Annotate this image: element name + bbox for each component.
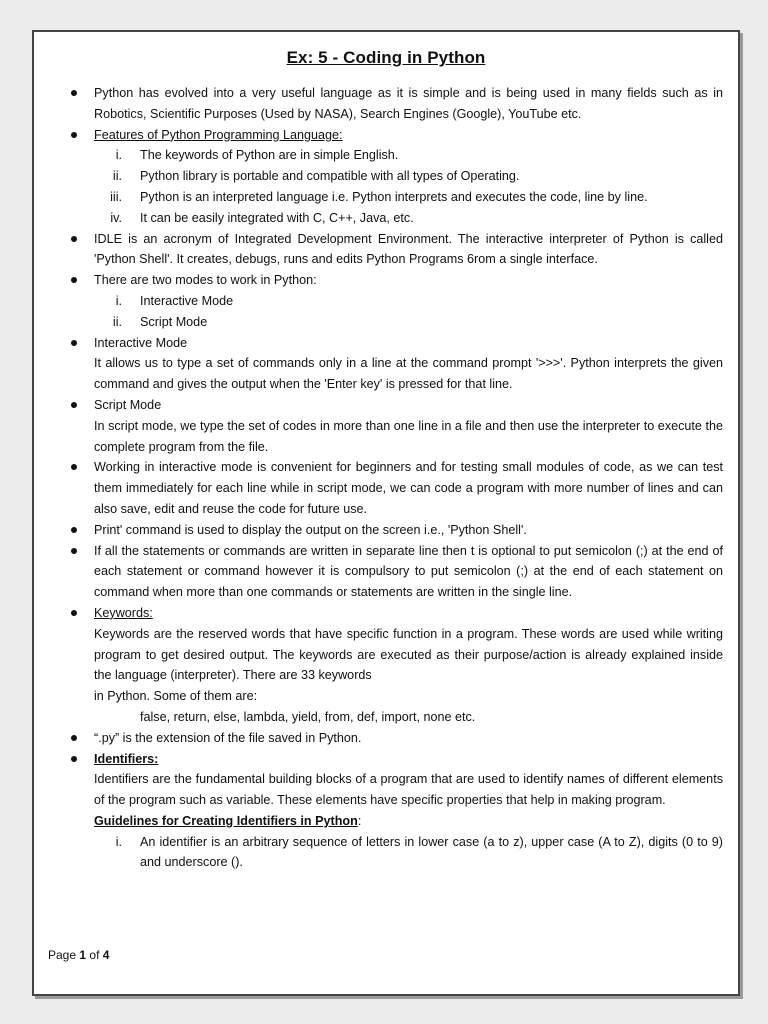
roman-numeral: ii. [112,314,122,329]
guidelines-colon: : [357,813,362,828]
roman-list-item [34,208,738,229]
interactive-heading: Interactive Mode [94,335,188,350]
bullet-icon [71,548,77,554]
feature-text: Python is an interpreted language i.e. Python interprets and executes the code, line by line. [140,189,648,204]
interactive-text: It allows us to type a set of commands only in a line at the command prompt '>>>'. Python interprets the given command and gives the output when the 'Enter key' is pressed for that line. [94,356,723,392]
page-word: Page [48,948,77,962]
list-item [34,229,738,271]
document-page [32,30,740,996]
list-item [34,541,738,603]
roman-list-item [34,832,738,874]
paragraph-python-intro: Python has evolved into a very useful language as it is simple and is being used in many fields such as in Robotics, Scientific Purposes (Used by NASA), Search Engines (Google), YouTube etc. [94,86,723,121]
bullet-icon [71,236,77,242]
bullet-icon [71,340,77,346]
roman-list-item [34,291,738,312]
bullet-icon [71,402,77,408]
list-item [34,749,738,832]
bullet-icon [71,735,77,741]
guideline-text: An identifier is an arbitrary sequence of letters in lower case (a to z), upper case (A to Z), digits (0 to 9) and underscore (). [140,834,723,870]
list-item [34,333,738,395]
script-heading: Script Mode [94,397,162,412]
roman-numeral: i. [115,148,122,163]
keywords-heading: Keywords: [94,605,153,620]
feature-text: It can be easily integrated with C, C++, Java, etc. [140,210,414,225]
bullet-icon [71,132,77,138]
roman-numeral: ii. [112,169,122,184]
guidelines-heading: Guidelines for Creating Identifiers in Python [94,813,358,828]
of-word: of [89,948,100,962]
roman-list-item [34,145,738,166]
list-item [34,270,738,291]
roman-numeral: iii. [110,189,122,204]
feature-text: Python library is portable and compatible with all types of Operating. [140,169,520,184]
bullet-icon [71,527,77,533]
keywords-list: false, return, else, lambda, yield, from, def, import, none etc. [140,709,476,724]
identifiers-text: Identifiers are the fundamental building blocks of a program that are used to identify names of different elements of the program such as variable. These elements have specific properties that help in making program. [94,772,723,808]
paragraph-extension: “.py” is the extension of the file saved in Python. [94,730,362,745]
keywords-text: Keywords are the reserved words that have specific function in a program. These words are used while writing program to get desired output. The keywords are executed as their purpose/action is already explained inside the language (interpreter). There are 33 keywords [94,626,723,683]
feature-text: The keywords of Python are in simple English. [140,148,399,163]
mode-text: Interactive Mode [140,293,234,308]
current-page: 1 [79,948,87,962]
list-item [34,125,738,146]
mode-text: Script Mode [140,314,208,329]
bullet-icon [71,277,77,283]
roman-list-item [34,166,738,187]
bullet-icon [71,90,77,96]
roman-numeral: i. [115,834,122,849]
bullet-icon [71,756,77,762]
keywords-text-2: in Python. Some of them are: [94,689,258,704]
roman-numeral: iv. [110,210,122,225]
list-item [34,457,738,519]
identifiers-heading: Identifiers: [94,751,159,766]
guidelines-line [94,811,723,832]
bullet-icon [71,464,77,470]
total-pages: 4 [102,948,110,962]
list-item [34,520,738,541]
bullet-icon [71,610,77,616]
roman-numeral: i. [115,293,122,308]
list-item [34,83,738,125]
paragraph-print: Print' command is used to display the output on the screen i.e., 'Python Shell'. [94,522,527,537]
list-item [34,603,738,728]
paragraph-working: Working in interactive mode is convenient for beginners and for testing small modules of code, as we can test them immediately for each line while in script mode, we can code a program with more number of lines and can also save, edit and reuse the code for future use. [94,460,723,516]
paragraph-idle: IDLE is an acronym of Integrated Development Environment. The interactive interpreter of Python is called 'Python Shell'. It creates, debugs, runs and edits Python Programs 6rom a single interface. [94,231,723,267]
roman-list-item [34,187,738,208]
list-item [34,728,738,749]
page-title: Ex: 5 - Coding in Python [286,48,486,67]
paragraph-semicolon: If all the statements or commands are written in separate line then t is optional to put semicolon (;) at the end of each statement or command however it is compulsory to put semicolon (;) at the end of each statement on command when more than one commands or statements are written in the single line. [94,543,723,600]
script-text: In script mode, we type the set of codes in more than one line in a file and then use the interpreter to execute the complete program from the file. [94,418,723,454]
page-number-footer [48,948,109,962]
features-heading: Features of Python Programming Language: [94,127,343,142]
modes-intro: There are two modes to work in Python: [94,273,317,288]
document-body [34,83,738,873]
list-item [34,395,738,457]
roman-list-item [34,312,738,333]
